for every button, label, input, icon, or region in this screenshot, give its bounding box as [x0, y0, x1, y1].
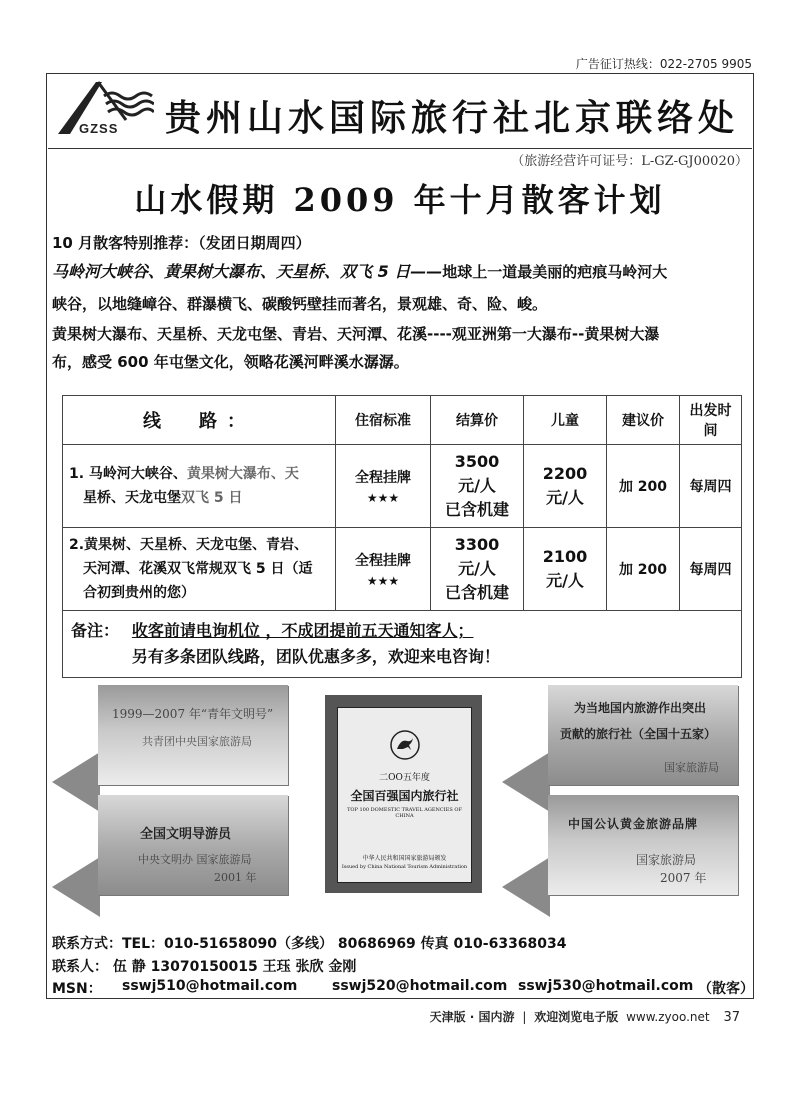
- contact-persons: 联系人： 伍 静 13070150015 王珏 张欣 金刚: [52, 959, 357, 975]
- route-text: 合初到贵州的您）: [83, 585, 195, 601]
- award-text: 2007 年: [660, 871, 707, 885]
- award-text: 为当地国内旅游作出突出: [574, 701, 707, 715]
- price-note: 已含机建: [444, 583, 509, 602]
- plaque-english: TOP 100 DOMESTIC TRAVEL AGENCIES OF CHINA: [347, 807, 462, 819]
- route1-desc-b: 峡谷，以地缝嶂谷、群瀑横飞、碳酸钙壁挂而著名，景观雄、奇、险、峻。: [52, 295, 548, 313]
- award-arrow: [52, 857, 100, 917]
- route-cell: [63, 528, 336, 611]
- price-note: 已含机建: [444, 500, 509, 519]
- header-departure: 出发时间: [680, 396, 742, 445]
- star-icon: ★★★: [366, 574, 400, 588]
- header-route: 线 路：: [63, 396, 336, 445]
- header-child: 儿童: [524, 396, 607, 445]
- contact-msn: [52, 978, 752, 998]
- route-text: 星桥、天龙屯堡: [83, 490, 181, 506]
- price-amount: 3500: [454, 452, 500, 471]
- award-outstanding-contribution: [548, 685, 738, 785]
- award-text: 1999—2007 年“青年文明号”: [112, 707, 274, 721]
- award-text: 全国文明导游员: [140, 827, 232, 842]
- remarks-row: [63, 611, 742, 678]
- award-golden-brand: [548, 795, 738, 895]
- suggested-cell: 加 200: [607, 445, 680, 528]
- award-text: 国家旅游局: [664, 761, 719, 774]
- child-unit: 元/人: [546, 488, 584, 507]
- route-table: [62, 395, 742, 678]
- msn-address: sswj530@hotmail.com: [518, 978, 694, 994]
- child-unit: 元/人: [546, 571, 584, 590]
- route-cell: [63, 445, 336, 528]
- plan-title: 山水假期 2009 年十月散客计划: [134, 181, 666, 219]
- top100-plaque-face: [337, 707, 472, 883]
- footer-section: 天津版 · 国内游: [429, 1010, 515, 1024]
- route-text: 天河潭、花溪双飞常规双飞 5 日（适: [83, 561, 313, 577]
- ad-hotline: 广告征订热线：022-2705 9905: [575, 57, 752, 71]
- table-header-row: [63, 396, 742, 445]
- msn-address: sswj510@hotmail.com: [122, 978, 298, 994]
- logo-text: GZSS: [79, 121, 119, 136]
- plaque-year: 二OO五年度: [379, 773, 430, 783]
- page-number: 37: [723, 1010, 740, 1025]
- route1-intro: [52, 260, 752, 284]
- child-amount: 2200: [542, 464, 588, 483]
- departure-cell: 每周四: [680, 445, 742, 528]
- plaque-issuer-en: Issued by China National Tourism Administration: [341, 864, 468, 870]
- remarks-label: 备注：: [71, 621, 120, 640]
- route-text: 2.黄果树、天星桥、天龙屯堡、青岩、: [69, 537, 309, 553]
- award-arrow: [52, 752, 100, 812]
- route1-title: 马岭河大峡谷、黄果树大瀑布、天星桥、双飞 5 日——: [52, 262, 443, 281]
- lodging-text: 全程挂牌: [355, 553, 411, 569]
- msn-label: MSN：: [52, 981, 102, 997]
- table-row: [63, 528, 742, 611]
- lodging-cell: [336, 445, 431, 528]
- remarks-line: 收客前请电询机位 ，不成团提前五天通知客人；: [131, 621, 474, 640]
- award-arrow: [502, 752, 550, 812]
- price-cell: [431, 445, 524, 528]
- award-text: 中央文明办 国家旅游局: [138, 853, 252, 866]
- price-amount: 3300: [454, 535, 500, 554]
- child-cell: [524, 528, 607, 611]
- contact-phones: 联系方式：TEL：010-51658090（多线） 80686969 传真 010-63368034: [52, 936, 567, 952]
- award-text: 2001 年: [214, 871, 257, 884]
- remarks-cell: [63, 611, 742, 678]
- route2-desc-b: 布，感受 600 年屯堡文化，领略花溪河畔溪水潺潺。: [52, 353, 409, 371]
- lodging-text: 全程挂牌: [355, 470, 411, 486]
- lodging-cell: [336, 528, 431, 611]
- route-text: 1. 马岭河大峡谷、: [69, 466, 187, 482]
- price-cell: [431, 528, 524, 611]
- award-text: 贡献的旅行社（全国十五家）: [560, 727, 717, 741]
- route2-intro: [52, 322, 752, 346]
- plaque-issuer: 中华人民共和国国家旅游局颁发: [362, 855, 447, 862]
- child-cell: [524, 445, 607, 528]
- footer-site: www.zyoo.net: [626, 1010, 710, 1024]
- route-text-grey: 黄果树大瀑布、天: [186, 466, 299, 482]
- header-price: 结算价: [431, 396, 524, 445]
- msn-note: （散客）: [698, 981, 754, 997]
- footer-slogan: 欢迎浏览电子版: [534, 1010, 619, 1024]
- msn-address: sswj520@hotmail.com: [332, 978, 508, 994]
- award-text: 共青团中央国家旅游局: [142, 735, 252, 748]
- page-footer: 天津版 · 国内游 | 欢迎浏览电子版 www.zyoo.net 37: [429, 1010, 740, 1025]
- price-unit: 元/人: [458, 559, 496, 578]
- plaque-title: 全国百强国内旅行社: [350, 789, 459, 803]
- award-civilized-guide: [98, 795, 288, 895]
- route2-title: 黄果树大瀑布、天星桥、天龙屯堡、青岩、天河潭、花溪----: [52, 325, 452, 343]
- award-text: 中国公认黄金旅游品牌: [568, 817, 699, 831]
- price-unit: 元/人: [458, 476, 496, 495]
- route2-desc-a: 观亚洲第一大瀑布--黄果树大瀑: [451, 325, 660, 343]
- header-suggested: 建议价: [607, 396, 680, 445]
- route-text-grey: 双飞 5 日: [181, 490, 243, 506]
- award-youth-civilization: [98, 685, 288, 785]
- header-divider: [48, 148, 752, 149]
- departure-cell: 每周四: [680, 528, 742, 611]
- agency-name: 贵州山水国际旅行社北京联络处: [165, 97, 740, 139]
- child-amount: 2100: [542, 547, 588, 566]
- license-number: （旅游经营许可证号：L-GZ-GJ00020）: [511, 154, 748, 169]
- intro-heading: 10 月散客特别推荐：（发团日期周四）: [52, 234, 311, 252]
- route1-desc-a: 地球上一道最美丽的疤痕马岭河大: [442, 263, 668, 281]
- table-row: [63, 445, 742, 528]
- remarks-line: 另有多条团队线路，团队优惠多多，欢迎来电咨询！: [131, 647, 500, 666]
- header-lodging: 住宿标准: [336, 396, 431, 445]
- horse-emblem-icon: [390, 730, 420, 760]
- star-icon: ★★★: [366, 491, 400, 505]
- suggested-cell: 加 200: [607, 528, 680, 611]
- award-text: 国家旅游局: [636, 853, 697, 867]
- award-arrow: [502, 857, 550, 917]
